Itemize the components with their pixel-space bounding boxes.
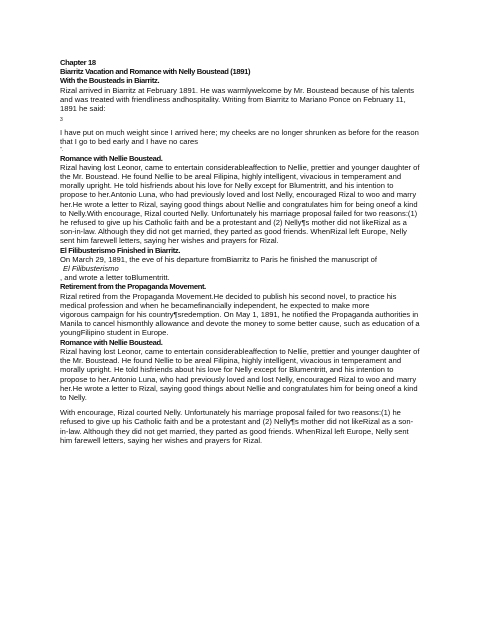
paragraph-line: propose to her.Antonio Luna, who had previously loved and lost Nelly, encouraged Rizal to woo and marry: [60, 374, 417, 384]
footnote-marker: 3: [60, 117, 63, 124]
paragraph-line: he refused to give up his Catholic faith and be a protestant and (2) Nelly¶s mother did not likeRizal as a: [60, 218, 407, 228]
paragraph-line: Rizal having lost Leonor, came to entertain considerableaffection to Nellie, prettier and younger daughter of: [60, 346, 420, 356]
paragraph-line: Rizal retired from the Propaganda Movement.He decided to publish his second novel, to practice his: [60, 291, 397, 301]
paragraph-line: to Nelly.: [60, 392, 87, 402]
paragraph-line: propose to her.Antonio Luna, who had previously loved and lost Nelly, encouraged Rizal to woo and marry: [60, 190, 417, 200]
section-heading: El Filibusterismo Finished in Biarritz.: [60, 245, 181, 255]
paragraph-line: , and wrote a letter toBlumentritt.: [60, 273, 170, 283]
paragraph-line: son-in-law. Although they did not get married, they parted as good friends. WhenRizal left Europe, Nelly: [60, 227, 407, 237]
paragraph-line: I have put on much weight since I arrived here; my cheeks are no longer shrunken as before for the reason: [60, 128, 419, 138]
paragraph-line: her.He wrote a letter to Rizal, saying good things about Nellie and congratulates him for being oneof a kind: [60, 199, 418, 209]
paragraph-line: in-law. Although they did not get married, they parted as good friends. WhenRizal left Europe, Nelly sent: [60, 426, 409, 436]
paragraph-line: 1891 he said:: [60, 104, 106, 114]
intro-paragraph: [60, 86, 461, 114]
section-paragraph: [60, 408, 461, 445]
paragraph-line: her.He wrote a letter to Rizal, saying good things about Nellie and congratulates him for being oneof a kind: [60, 383, 418, 393]
paragraph-line: Rizal arrived in Biarritz at February 1891. He was warmlywelcome by Mr. Boustead because of his talents: [60, 85, 415, 95]
paragraph-line: On March 29, 1891, the eve of his departure fromBiarritz to Paris he finished the manuscript of: [60, 254, 377, 264]
paragraph-line: and was treated with friendliness andhospitality. Writing from Biarritz to Mariano Ponce on February 11,: [60, 94, 406, 104]
section-paragraph: [60, 347, 461, 402]
book-title: El Filibusterismo: [63, 264, 119, 274]
paragraph-line: youngFilipino student in Europe.: [60, 328, 169, 338]
paragraph-line: medical profession and when he becamefinancially independent, he expected to make more: [60, 300, 370, 310]
paragraph-line: him farewell letters, saying her wishes and prayers for Rizal.: [60, 435, 263, 445]
section-heading: Romance with Nellie Boustead.: [60, 337, 163, 347]
paragraph-line: refused to give up his Catholic faith and be a protestant and (2) Nelly¶s mother did not likeRizal as a son-: [60, 417, 414, 427]
section-paragraph: [60, 163, 461, 246]
paragraph-line: the Mr. Boustead. He found Nellie to be areal Filipina, highly intelligent, vivacious in temperament and: [60, 356, 402, 366]
paragraph-line: sent him farewell letters, saying her wishes and prayers for Rizal.: [60, 236, 279, 246]
paragraph-line: Rizal having lost Leonor, came to entertain considerableaffection to Nellie, prettier and younger daughter of: [60, 162, 420, 172]
footnote-marker: ".: [60, 146, 64, 153]
paragraph-line: to Nelly.With encourage, Rizal courted Nelly. Unfortunately his marriage proposal failed for two reasons:(1): [60, 208, 418, 218]
paragraph-line: morally upright. He told hisfriends about his love for Nelly except for Blumentritt, and his intention to: [60, 365, 394, 375]
chapter-title: Biarritz Vacation and Romance with Nelly Boustead (1891): [60, 67, 251, 77]
paragraph-line: With encourage, Rizal courted Nelly. Unfortunately his marriage proposal failed for two reasons:(1) he: [60, 408, 401, 418]
section-heading: Romance with Nellie Boustead.: [60, 153, 163, 163]
paragraph-line: morally upright. He told hisfriends about his love for Nelly except for Blumentritt, and his intention to: [60, 181, 394, 191]
quote-paragraph: [60, 128, 461, 146]
section-paragraph: [60, 292, 461, 338]
paragraph-line: that I go to bed early and I have no cares: [60, 137, 199, 147]
paragraph-line: the Mr. Boustead. He found Nellie to be areal Filipina, highly intelligent, vivacious in temperament and: [60, 172, 402, 182]
paragraph-line: vigorous campaign for his country¶sredemption. On May 1, 1891, he notified the Propaganda authorities in: [60, 310, 419, 320]
paragraph-line: Manila to cancel hismonthly allowance and devote the money to some better cause, such as education of a: [60, 319, 420, 329]
chapter-label: Chapter 18: [60, 58, 96, 67]
chapter-subtitle: With the Bousteads in Biarritz.: [60, 76, 160, 86]
section-heading: Retirement from the Propaganda Movement.: [60, 282, 206, 292]
